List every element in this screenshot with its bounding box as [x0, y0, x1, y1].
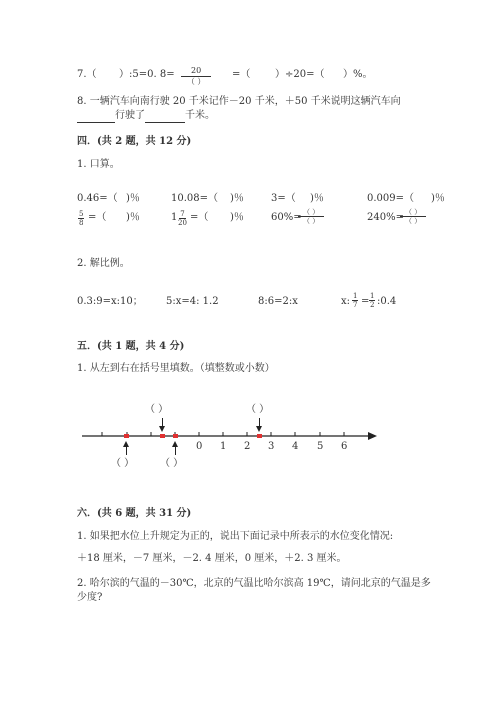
- section6-title: 六．(共 6 题，共 31 分): [77, 508, 192, 519]
- tick-label-1: 1: [220, 441, 227, 452]
- frac-den: （ ）: [303, 217, 320, 225]
- proportion-3: 8:6=2:x: [258, 296, 298, 307]
- answer-paren-bottom-1[interactable]: （ ）: [111, 458, 135, 469]
- frac-num: 5: [79, 210, 84, 218]
- answer-paren-top-2[interactable]: （ ）: [246, 404, 270, 415]
- oral-calc-3a: 3=（: [271, 193, 296, 204]
- q7-frac-num: 20: [181, 66, 211, 77]
- q7-text-d: ）%。: [343, 69, 373, 80]
- q8-line2-end: 千米。: [185, 110, 215, 121]
- section6-q2-line1: 2. 哈尔滨的气温的－30℃，北京的气温比哈尔滨高 19℃，请问北京的气温是多: [77, 578, 431, 589]
- section4-q1-label: 1. 口算。: [77, 159, 120, 170]
- frac-num: （ ）: [298, 208, 324, 217]
- oral-calc-3b: )％: [310, 193, 324, 204]
- oral-calc-6a: =（: [190, 212, 209, 223]
- frac-num: 1: [353, 292, 358, 300]
- q7-text-c: ）÷20=（: [275, 69, 325, 80]
- frac-den: 8: [79, 219, 84, 227]
- frac-den: （ ）: [405, 217, 422, 225]
- oral-calc-6b: )％: [230, 212, 244, 223]
- q7-prefix: 7.（: [77, 69, 97, 80]
- tick-label-3: 3: [268, 441, 275, 452]
- tick-label-2: 2: [244, 441, 251, 452]
- section6-q2-line2: 少度?: [77, 592, 103, 603]
- frac-den: 20: [178, 219, 187, 227]
- frac-num: （ ）: [400, 208, 426, 217]
- tick-label-5: 5: [317, 441, 324, 452]
- oral-calc-5a: =（: [88, 212, 107, 223]
- frac-den: 7: [353, 301, 358, 309]
- section4-title: 四．(共 2 题，共 12 分): [77, 136, 192, 147]
- section4-q2-label: 2. 解比例。: [77, 258, 130, 269]
- arrow-up-icon: [175, 443, 176, 455]
- q8-line1: 8. 一辆汽车向南行驶 20 千米记作－20 千米，＋50 千米说明这辆汽车向: [77, 96, 401, 107]
- frac-den: 2: [370, 301, 375, 309]
- proportion-1: 0.3:9=x:10；: [77, 296, 143, 307]
- marked-point: [257, 434, 262, 438]
- marked-point: [160, 434, 165, 438]
- q8-line2-mid: 行驶了: [115, 110, 145, 121]
- oral-calc-4b: )％: [431, 193, 445, 204]
- oral-calc-6-whole: 1: [171, 212, 178, 223]
- oral-calc-8-prefix: 240%=: [367, 212, 404, 223]
- oral-calc-7-prefix: 60%=: [271, 212, 302, 223]
- proportion-4-pre: x:: [341, 296, 351, 307]
- q7-text-a: ）:5=0. 8=: [119, 69, 175, 80]
- answer-paren-bottom-2[interactable]: （ ）: [160, 458, 184, 469]
- oral-calc-4a: 0.009=（: [367, 193, 415, 204]
- section6-q1-data: ＋18 厘米，－7 厘米，－2. 4 厘米，0 厘米，＋2. 3 厘米。: [77, 553, 347, 564]
- marked-point: [173, 434, 178, 438]
- proportion-4-eq: =: [361, 296, 370, 307]
- frac-num: 7: [180, 210, 185, 218]
- oral-calc-2a: 10.08=（: [171, 193, 219, 204]
- proportion-2: 5:x=4: 1.2: [166, 296, 219, 307]
- tick-label-4: 4: [292, 441, 299, 452]
- oral-calc-1b: )％: [126, 193, 140, 204]
- marked-point: [124, 434, 129, 438]
- number-line-arrowhead: [368, 432, 377, 440]
- section6-q1: 1. 如果把水位上升规定为正的，说出下面记录中所表示的水位变化情况:: [77, 531, 394, 542]
- oral-calc-2b: )％: [230, 193, 244, 204]
- oral-calc-1a: 0.46=（: [77, 193, 118, 204]
- tick-label-6: 6: [341, 441, 348, 452]
- section5-q1: 1. 从左到右在括号里填数。（填整数或小数）: [77, 363, 275, 374]
- oral-calc-5b: )％: [126, 212, 140, 223]
- q7-text-b: =（: [232, 69, 251, 80]
- proportion-4-post: :0.4: [377, 296, 397, 307]
- section5-title: 五．(共 1 题，共 4 分): [77, 341, 185, 352]
- answer-paren-top-1[interactable]: （ ）: [145, 404, 169, 415]
- arrow-up-icon: [126, 443, 127, 455]
- tick-label-0: 0: [196, 441, 203, 452]
- frac-num: 1: [370, 292, 375, 300]
- q7-frac-den: （ ）: [186, 77, 206, 86]
